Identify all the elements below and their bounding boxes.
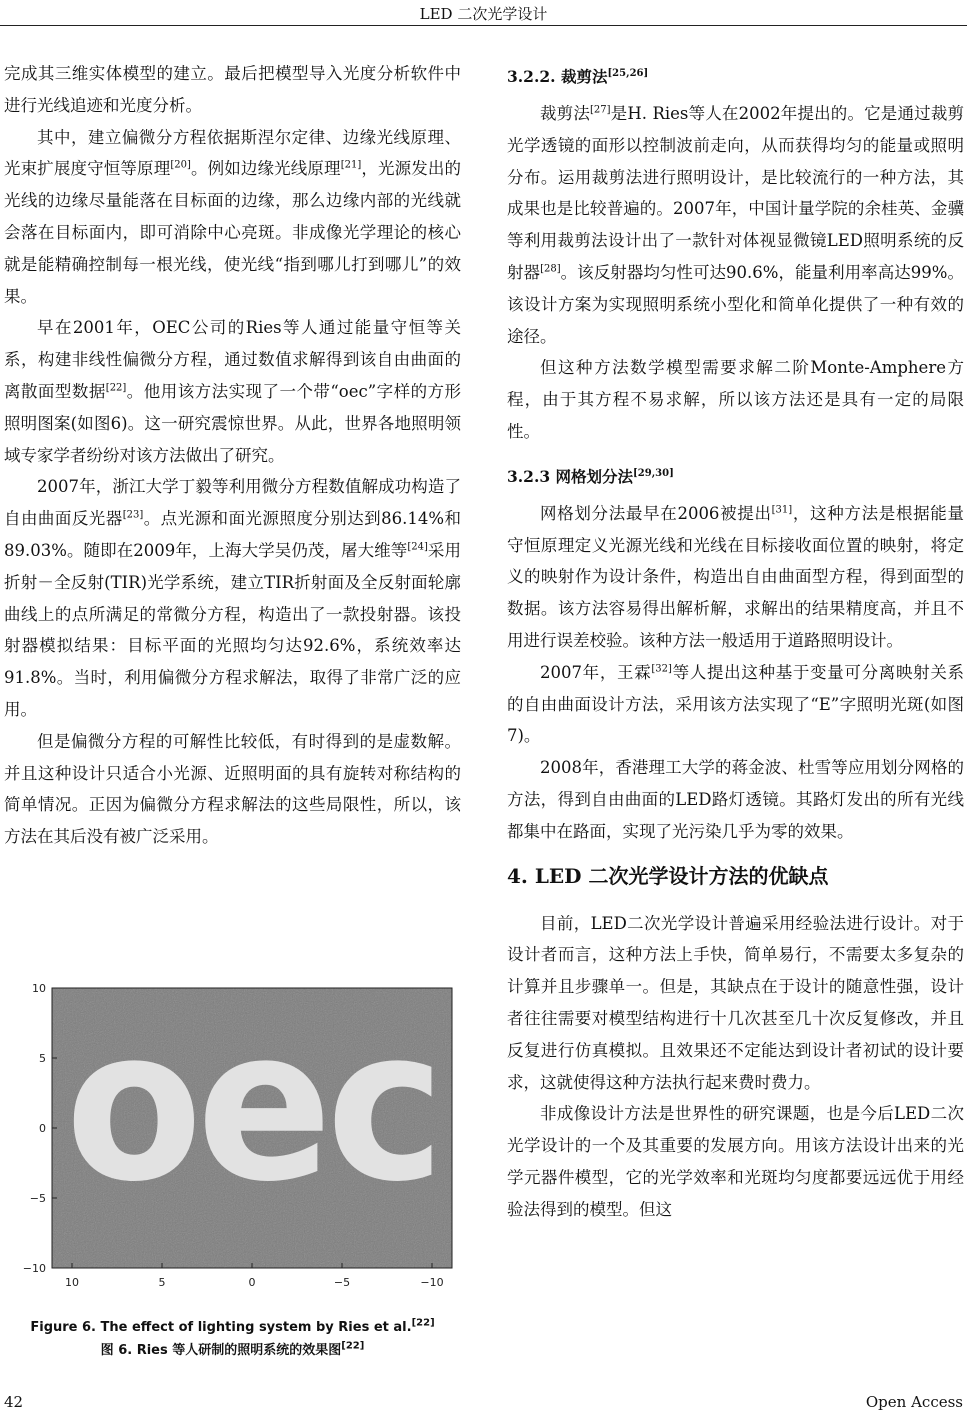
y-tick-label: 10 (32, 982, 46, 995)
paragraph: 完成其三维实体模型的建立。最后把模型导入光度分析软件中进行光线追迹和光度分析。 (4, 64, 461, 115)
text-run: 。点光源和面光源照度分别达到86.14%和89.03%。随即在2009年，上海大学吴仍茂，屠大维等 (4, 509, 462, 560)
citation: [21] (340, 159, 362, 171)
paragraph (507, 98, 964, 352)
text-run: 2007年，王霖 (540, 662, 652, 682)
text-run: 。例如边缘光线原理 (190, 159, 341, 179)
text-run: ，光源发出的光线的边缘尽量能落在目标面的边缘，那么边缘内部的光线就会落在目标面内，即可消除中心亮斑。非成像光学理论的核心就是能精确控制每一根光线，使光线“指到哪儿打到哪儿”的效果。 (4, 159, 462, 306)
paragraph (4, 122, 461, 313)
citation: [25,26] (607, 67, 649, 79)
x-tick-label: 0 (248, 1276, 256, 1289)
paragraph: 但是偏微分方程的可解性比较低，有时得到的是虚数解。并且这种设计只适合小光源、近照明面的具有旋转对称结构的简单情况。正因为偏微分方程求解法的这些局限性，所以，该方法在其后没有被广泛采用。 (4, 731, 461, 847)
left-column (4, 58, 461, 853)
text-run: 裁剪法 (540, 104, 591, 123)
page-number: 42 (4, 1393, 24, 1411)
oec-pattern: oec (65, 984, 439, 1229)
section-heading-3-2-3 (507, 462, 964, 492)
y-tick-label: −5 (29, 1192, 46, 1205)
caption-text: 图 6. Ries 等人研制的照明系统的效果图 (100, 1343, 342, 1358)
text-run: 。他用该方法实现了一个带“oec”字样的方形照明图案(如图6)。这一研究震惊世界。从此，世界各地照明领域专家学者纷纷对该方法做出了研究。 (4, 381, 462, 465)
paragraph (4, 471, 461, 725)
section-heading-3-2-2 (507, 62, 964, 92)
x-tick-label: 5 (158, 1276, 166, 1289)
citation: [31] (771, 504, 793, 516)
y-tick-label: 5 (39, 1052, 46, 1065)
citation: [27] (590, 104, 611, 116)
section-heading-4: 4. LED 二次光学设计方法的优缺点 (507, 863, 829, 888)
citation: [22] (341, 1340, 365, 1352)
text-run: 其中，建立偏微分方程依据斯涅尔定律、边缘光线原理、光束扩展度守恒等原理 (4, 127, 461, 179)
citation: [22] (105, 382, 127, 394)
citation: [29,30] (633, 467, 674, 479)
caption-text: Figure 6. The effect of lighting system by Ries et al. (30, 1320, 412, 1335)
header-rule (0, 25, 967, 26)
paragraph: 非成像设计方法是世界性的研究课题，也是今后LED二次光学设计的一个及其重要的发展方向。用该方法设计出来的光学元器件模型，它的光学效率和光斑均匀度都要远远优于用经验法得到的模型。但这 (507, 1104, 964, 1219)
heading-text: 3.2.3 网格划分法 (507, 466, 634, 486)
text-run: 早在2001年，OEC公司的Ries等人通过能量守恒等关系，构建非线性偏微分方程，通过数值求解得到该自由曲面的离散面型数据 (4, 318, 461, 401)
paragraph: 目前，LED二次光学设计普遍采用经验法进行设计。对于设计者而言，这种方法上手快，简单易行，不需要太多复杂的计算并且步骤单一。但是，其缺点在于设计的随意性强，设计者往往需要对模型结构进行十几次甚至几十次反复修改，并且反复进行仿真模拟。且效果还不定能达到设计者初试的设计要求，这就使得这种方法执行起来费时费力。 (507, 913, 964, 1092)
text-run: 采用折射－全反射(TIR)光学系统，建立TIR折射面及全反射面轮廓曲线上的点所满足的常微分方程，构造出了一款投射器。该投射器模拟结果：目标平面的光照均匀达92.6%，系统效率达91.8%。当时，利用偏微分方程求解法，取得了非常广泛的应用。 (4, 540, 462, 719)
x-tick-label: −5 (333, 1276, 351, 1289)
heading-text: 3.2.2. 裁剪法 (507, 67, 608, 86)
figure-6-plot (20, 968, 460, 1318)
journal-label: Open Access (865, 1393, 963, 1411)
paragraph (507, 498, 964, 657)
x-tick-label: −10 (420, 1276, 444, 1289)
citation: [28] (540, 263, 561, 275)
right-column (507, 58, 964, 1226)
figure-caption-en (4, 1317, 461, 1335)
paragraph (4, 312, 461, 471)
text-run: 网格划分法最早在2006被提出 (540, 503, 772, 523)
paragraph: 但这种方法数学模型需要求解二阶Monte-Amphere方程，由于其方程不易求解，所以该方法还是具有一定的局限性。 (507, 358, 964, 441)
figure-caption-cn (4, 1339, 461, 1358)
citation: [22] (411, 1317, 435, 1329)
citation: [32] (651, 663, 672, 675)
paragraph (507, 657, 964, 752)
text-run: 等人提出这种基于变量可分离映射关系的自由曲面设计方法，采用该方法实现了“E”字照明光斑(如图7)。 (507, 662, 965, 746)
citation: [24] (407, 541, 428, 553)
text-run: 是H. Ries等人在2002年提出的。它是通过裁剪光学透镜的面形以控制波前走向，从而获得均匀的能量或照明分布。运用裁剪法进行照明设计，是比较流行的一种方法，其成果也是比较普遍的。2007年，中国计量学院的余桂英、金骥等利用裁剪法设计出了一款针对体视显微镜LED照明系统的反射器 (507, 104, 964, 282)
running-head: LED 二次光学设计 (419, 5, 548, 23)
x-tick-label: 10 (65, 1276, 79, 1289)
paragraph: 2008年，香港理工大学的蒋金波、杜雪等应用划分网格的方法，得到自由曲面的LED路灯透镜。其路灯发出的所有光线都集中在路面，实现了光污染几乎为零的效果。 (507, 758, 964, 841)
citation: [23] (122, 509, 144, 521)
text-run: 。该反射器均匀性可达90.6%，能量利用率高达99%。该设计方案为实现照明系统小型化和简单化提供了一种有效的途径。 (507, 262, 964, 346)
y-tick-label: −10 (22, 1262, 46, 1275)
y-tick-label: 0 (39, 1122, 46, 1135)
text-run: ，这种方法是根据能量守恒原理定义光源光线和光线在目标接收面位置的映射，将定义的映射作为设计条件，构造出自由曲面型方程，得到面型的数据。该方法容易得出解析解，求解出的结果精度高，并且不用进行误差校验。该种方法一般适用于道路照明设计。 (507, 503, 964, 650)
citation: [20] (170, 159, 191, 171)
text-run: 2007年，浙江大学丁毅等利用微分方程数值解成功构造了自由曲面反光器 (4, 477, 461, 529)
